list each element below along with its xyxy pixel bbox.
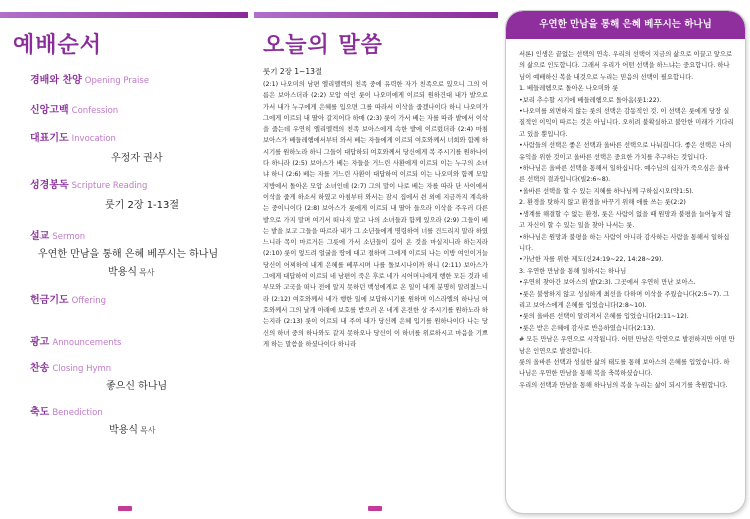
sermon-paragraph: # 모든 만남은 우연으로 시작됩니다. 어떤 만남은 악연으로 발전하지만 어떤 만남은 인연으로 발전합니다. — [519, 336, 735, 355]
sermon-paragraph: 룻의 올바른 선택과 성실한 삶의 태도를 통해 보아스의 은혜를 입었습니다. 하나님은 우연한 만남을 통해 복을 축복하셨습니다. — [519, 358, 730, 378]
sermon-paragraph: •보리 추수할 시기에 베들레헴으로 돌아옴(룻1:22). — [519, 96, 662, 104]
sermon-notes-body — [506, 39, 745, 391]
order-item-label: 성경봉독 — [30, 180, 69, 191]
order-item-label: 헌금기도 — [30, 295, 69, 306]
sermon-paragraph: •사람들의 선택은 좋은 선택과 올바른 선택으로 나눠집니다. 좋은 선택은 나의 유익을 위한 것이고 올바른 선택은 중요한 가치를 추구하는 것입니다. — [519, 142, 732, 161]
sermon-preacher — [108, 263, 154, 278]
benediction-name: 박용식 — [109, 425, 138, 436]
page-marker — [368, 506, 382, 511]
order-item-invocation — [30, 129, 116, 144]
order-item-en: Benediction — [52, 408, 103, 418]
order-item-en: Confession — [71, 106, 119, 116]
preacher-name: 박용식 — [108, 267, 137, 278]
benediction-preacher — [109, 421, 155, 436]
order-item-label: 광고 — [30, 337, 50, 348]
order-item-label: 신앙고백 — [30, 105, 69, 116]
sermon-paragraph: •하나님은 원망과 불평을 하는 사람이 아니라 감사하는 사람을 통해서 일하십니다. — [519, 233, 730, 252]
benediction-title: 목사 — [139, 426, 156, 435]
order-item-benediction — [30, 403, 103, 418]
order-item-label: 경배와 찬양 — [30, 75, 82, 86]
reading-text: (2:1) 나오미의 남편 엘리멜렉의 친족 중에 유력한 자가 친족으로 있으니 그의 이름은 보아스더라 (2:2) 모압 여인 룻이 나오미에게 이르되 원하건대 내가 밭으로 가서 내가 누구에게 은혜를 입으면 그를 따라서 이삭을 줍겠나이다 하니 나오미가 그에게 이르되 내 딸아 갈지어다 하매 (2:3) 룻이 가서 베는 자를 따라 밭에서 이삭을 줍는데 우연히 엘리멜렉의 친족 보아스에게 속한 밭에 이르렀더라 (2:4) 마침 보아스가 베들레헴에서부터 와서 베는 자들에게 이르되 여호와께서 너희와 함께 하시기를 원하노라 하니 그들이 대답하되 여호와께서 당신에게 복 주시기를 원하나이다 하니라 (2:5) 보아스가 베는 자들을 거느린 사환에게 이르되 이는 누구의 소녀냐 하니 (2:6) 베는 자를 거느린 사환이 대답하여 이르되 이는 나오미와 함께 모압 지방에서 돌아온 모압 소녀인데 (2:7) 그의 말이 나로 베는 자를 따라 단 사이에서 이삭을 줍게 하소서 하였고 아침부터 와서는 잠시 집에서 쉰 외에 지금까지 계속하는 중이니이다 (2:8) 보아스가 룻에게 이르되 내 딸아 들으라 이삭을 주우러 다른 밭으로 가지 말며 여기서 떠나지 말고 나의 소녀들과 함께 있으라 (2:9) 그들이 베는 밭을 보고 그들을 따르라 내가 그 소년들에게 명령하여 너를 건드리지 말라 하였느니라 목이 마르거든 그릇에 가서 소년들이 길어 온 것을 마실지니라 하는지라 (2:10) 룻이 엎드려 얼굴을 땅에 대고 절하며 그에게 이르되 나는 이방 여인이거늘 당신이 어찌하여 내게 은혜를 베푸시며 나를 돌보시나이까 하니 (2:11) 보아스가 그에게 대답하여 이르되 네 남편이 죽은 후로 네가 시어머니에게 행한 모든 것과 네 부모와 고국을 떠나 전에 알지 못하던 백성에게로 온 일이 내게 분명히 알려졌느니라 (2:12) 여호와께서 네가 행한 일에 보답하시기를 원하며 이스라엘의 하나님 여호와께서 그의 날개 아래에 보호를 받으러 온 네게 온전한 상 주시기를 원하노라 하는지라 (2:13) 룻이 이르되 내 주여 내가 당신께 은혜 입기를 원하나이다 나는 당신의 하녀 중의 하나와도 같지 못하오나 당신이 이 하녀를 위로하시고 마음을 기쁘게 하는 말씀을 하셨나이다 하니라 — [263, 81, 488, 348]
order-panel — [0, 0, 250, 519]
sermon-paragraph: •생계를 해결할 수 없는 환경, 룻은 사람이 없을 때 원망과 불평을 늘어놓지 않고 자신이 할 수 있는 일을 찾아 나서는 룻. — [519, 210, 732, 230]
sermon-paragraph: •올바른 선택을 할 수 있는 지혜를 하나님께 구하십시오(약1:5). — [519, 187, 694, 195]
preacher-title: 목사 — [138, 268, 155, 277]
sermon-paragraph: 우리의 선택과 만남을 통해 하나님의 복을 누리는 삶이 되시기를 축원합니다. — [519, 381, 728, 389]
order-item-en: Opening Praise — [84, 76, 150, 86]
scripture-ref: 룻기 2장 1-13절 — [105, 200, 180, 211]
order-item-announcements — [30, 333, 121, 348]
order-item-hymn — [30, 359, 111, 374]
order-item-en: Closing Hymn — [52, 364, 112, 374]
order-item-en: Announcements — [52, 338, 122, 348]
order-item-label: 대표기도 — [30, 133, 69, 144]
order-item-label: 설교 — [30, 231, 50, 242]
order-item-en: Offering — [71, 296, 107, 306]
order-item-en: Scripture Reading — [71, 181, 148, 191]
order-item-confession — [30, 101, 118, 116]
sermon-paragraph: 2. 환경을 탓하지 않고 환경을 바꾸기 위해 애를 쓰는 룻(2:2) — [519, 199, 686, 207]
reading-panel — [250, 0, 500, 519]
order-item-label: 축도 — [30, 407, 50, 418]
hymn-title: 좋으신 하나님 — [106, 381, 168, 392]
reading-title: 오늘의 말씀 — [263, 33, 383, 58]
order-item-sermon — [30, 227, 85, 242]
reading-ref: 룻기 2장 1~13절 — [263, 67, 323, 76]
order-title: 예배순서 — [13, 33, 103, 58]
sermon-paragraph: •하나님은 올바른 선택을 통해서 일하십니다. 예수님의 십자가 죽으심은 올바른 선택의 결과입니다(빌2:6~8). — [519, 165, 730, 184]
reading-top-bar — [254, 12, 498, 18]
order-top-bar — [0, 12, 248, 18]
sermon-paragraph: 3. 우연한 만남을 통해 일하시는 하나님 — [519, 267, 627, 275]
order-item-praise — [30, 71, 149, 86]
invocation-leader: 우정자 권사 — [111, 153, 163, 164]
sermon-paragraph: 1. 베들레헴으로 돌아온 나오미와 룻 — [519, 85, 619, 93]
sermon-paragraph: •우연히 찾아간 보아스의 밭(2:3). 그곳에서 우연히 만난 보아스. — [519, 279, 696, 287]
sermon-paragraph: 서론) 인생은 끝없는 선택의 연속. 우리의 선택이 지금의 삶으로 이끌고 앞으로의 삶으로 인도합니다. 그래서 우리가 어떤 선택을 하느냐는 중요합니다. 하나님이 예배하신 복을 내것으로 누리는 믿음의 선택이 필요합니다. — [519, 51, 733, 81]
order-item-offering — [30, 291, 106, 306]
sermon-paragraph: •룻의 올바른 선택이 알려져서 은혜를 입었습니다(2:11~12). — [519, 313, 689, 321]
page-marker — [118, 506, 132, 511]
sermon-notes-box — [505, 10, 746, 514]
sermon-paragraph: •룻은 불쌍하지 않고 성실하게 최선을 다하며 이삭을 주웠습니다(2:5~7). 그리고 보아스에게 은혜를 입었습니다(2:8~10). — [519, 290, 730, 309]
sermon-paragraph: •나오미를 외면하지 않는 룻의 선택은 감동적인 것. 이 선택은 룻에게 당장 실질적인 이익이 따르는 것은 아닙니다. 오히려 불확실하고 불안한 미래가 기다리고 있을 뿐입니다. — [519, 108, 734, 138]
sermon-title-value: 우연한 만남을 통해 은혜 베푸시는 하나님 — [38, 249, 219, 260]
order-item-label: 찬송 — [30, 363, 50, 374]
order-item-en: Sermon — [52, 232, 86, 242]
order-item-scripture — [30, 176, 147, 191]
order-item-en: Invocation — [71, 134, 116, 144]
sermon-paragraph: •룻은 받은 은혜에 감사로 반응하였습니다(2:13). — [519, 324, 656, 332]
sermon-paragraph: •가난한 자를 위한 제도(신24:19~22, 14:28~29). — [519, 256, 664, 264]
sermon-notes-title: 우연한 만남을 통해 은혜 베푸시는 하나님 — [506, 11, 745, 39]
